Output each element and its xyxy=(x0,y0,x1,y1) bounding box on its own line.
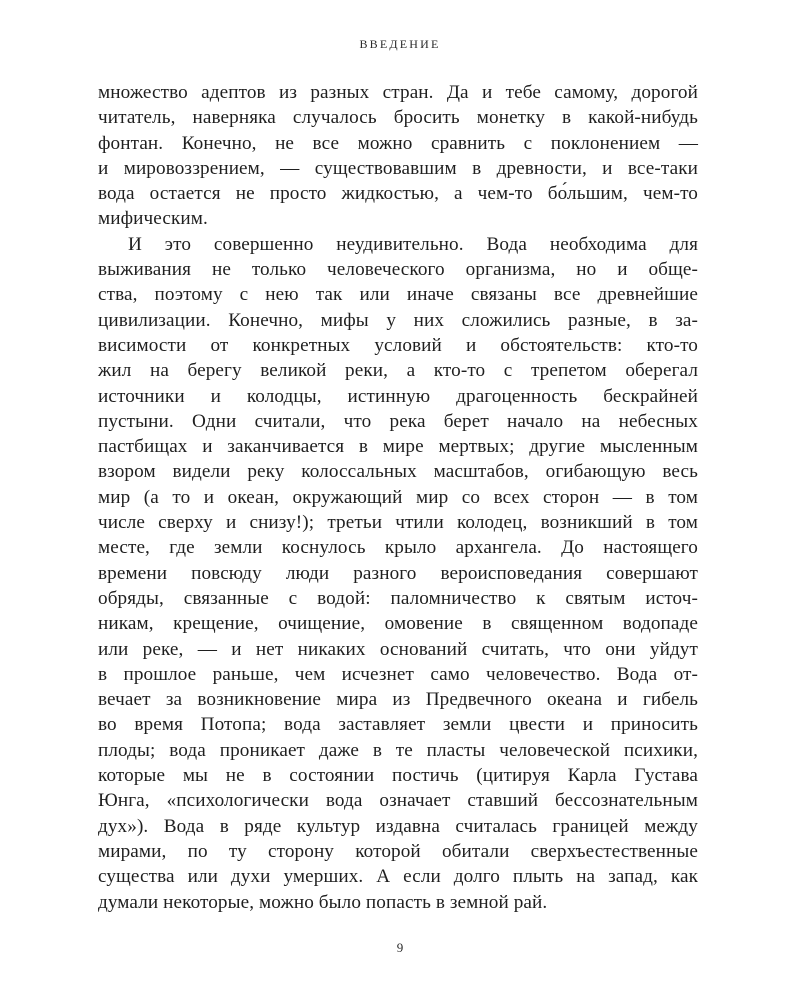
text-line: или реке, — и нет никаких оснований считать, что они уйдут xyxy=(98,638,698,660)
text-line: выживания не только человеческого организма, но и обще- xyxy=(98,259,698,281)
text-line: плоды; вода проникает даже в те пласты человеческой психики, xyxy=(98,739,698,761)
text-line: обряды, связанные с водой: паломничество к святым источ- xyxy=(98,587,698,609)
text-line: читатель, наверняка случалось бросить монетку в какой-нибудь xyxy=(98,107,698,129)
text-line: месте, где земли коснулось крыло архангела. До настоящего xyxy=(98,537,698,559)
text-line: источники и колодцы, истинную драгоценность бескрайней xyxy=(98,385,698,407)
paragraph-end-line: мифическим. xyxy=(98,208,208,230)
running-head: ВВЕДЕНИЕ xyxy=(359,37,441,51)
text-line: ства, поэтому с нею так или иначе связаны все древнейшие xyxy=(98,284,698,306)
text-line: и мировоззрением, — существовавшим в древности, и все-таки xyxy=(98,157,698,179)
text-line: цивилизации. Конечно, мифы у них сложились разные, в за- xyxy=(98,309,698,331)
text-line: мир (а то и океан, окружающий мир со всех сторон — в том xyxy=(98,486,698,508)
text-line: никам, крещение, очищение, омовение в священном водопаде xyxy=(98,613,698,635)
text-line: пустыни. Одни считали, что река берет начало на небесных xyxy=(98,410,698,432)
text-line: в прошлое раньше, чем исчезнет само человечество. Вода от- xyxy=(98,663,698,685)
text-line: существа или духи умерших. А если долго плыть на запад, как xyxy=(98,866,698,888)
text-line: взором видели реку колоссальных масштабов, огибающую весь xyxy=(98,461,698,483)
text-line: жил на берегу великой реки, а кто-то с трепетом оберегал xyxy=(98,360,698,382)
text-line: пастбищах и заканчивается в мире мертвых; другие мысленным xyxy=(98,436,698,458)
text-line: времени повсюду люди разного вероисповедания совершают xyxy=(98,562,698,584)
text-line: Юнга, «психологически вода означает ставший бессознательным xyxy=(98,790,698,812)
text-line: висимости от конкретных условий и обстоятельств: кто-то xyxy=(98,334,698,356)
page-number: 9 xyxy=(396,940,404,955)
text-line: множество адептов из разных стран. Да и тебе самому, дорогой xyxy=(98,82,698,103)
text-line: фонтан. Конечно, не все можно сравнить с поклонением — xyxy=(98,132,698,154)
text-line: вечает за возникновение мира из Предвечного океана и гибель xyxy=(98,689,698,711)
text-line: мирами, по ту сторону которой обитали сверхъестественные xyxy=(98,840,698,862)
body-text xyxy=(98,80,698,915)
text-line: вода остается не просто жидкостью, а чем-то бо́льшим, чем-то xyxy=(98,183,698,205)
text-line: дух»). Вода в ряде культур издавна считалась границей между xyxy=(98,815,698,837)
text-line: которые мы не в состоянии постичь (цитируя Карла Густава xyxy=(98,765,698,787)
text-line: во время Потопа; вода заставляет земли цвести и приносить xyxy=(98,714,698,736)
paragraph-start-line: И это совершенно неудивительно. Вода необходима для xyxy=(128,233,698,255)
paragraph-end-line: думали некоторые, можно было попасть в земной рай. xyxy=(98,891,548,913)
text-line: числе сверху и снизу!); третьи чтили колодец, возникший в том xyxy=(98,512,698,534)
